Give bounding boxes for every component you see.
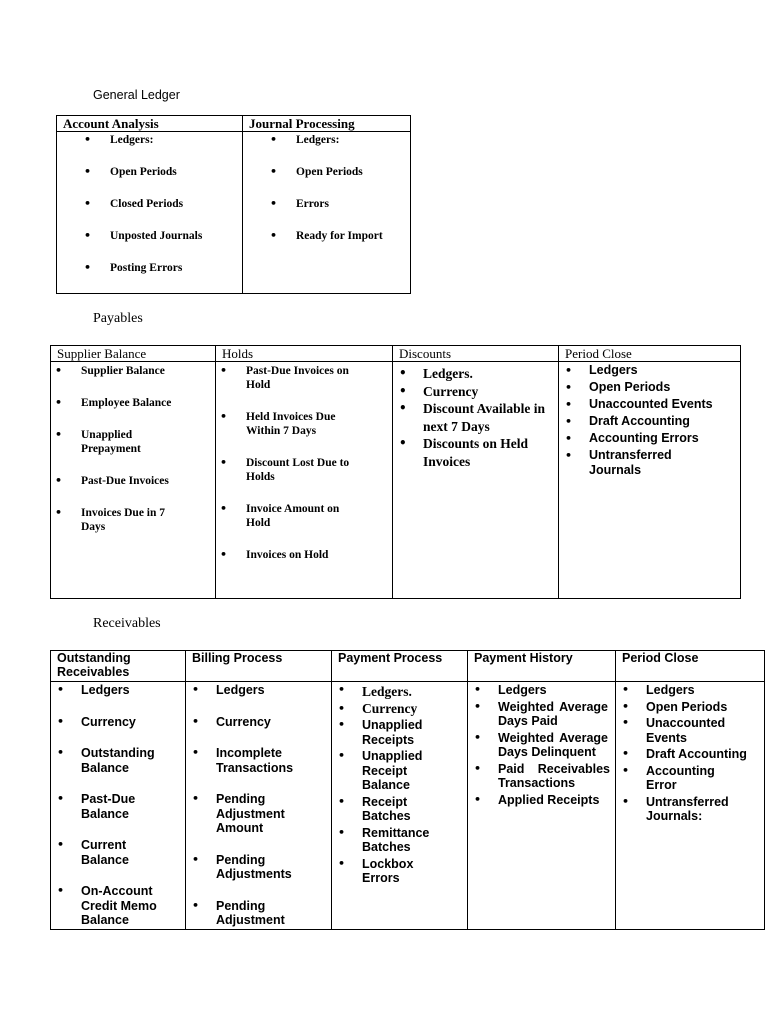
list-item: • Open Periods: [589, 380, 740, 395]
list-item: • Untransferred Journals: [589, 448, 699, 478]
list-item: • Past-Due Balance: [81, 792, 161, 821]
list-item: • Unaccounted Events: [646, 716, 746, 745]
pay-header-holds: Holds: [216, 346, 393, 362]
list-item: • Unapplied Prepayment: [81, 428, 171, 456]
payables-table: [50, 345, 741, 599]
list-item: • Ledgers.: [423, 365, 558, 383]
gl-header-journal-processing: Journal Processing: [243, 116, 411, 132]
list-item: • Pending Adjustment Amount: [216, 792, 306, 836]
list-item: • Held Invoices Due Within 7 Days: [246, 410, 366, 438]
receivables-table: [50, 650, 765, 930]
list-item: • Ledgers: [81, 683, 185, 698]
list-item: • Unposted Journals: [110, 229, 242, 243]
list-item: • Untransferred Journals:: [646, 795, 746, 824]
general-ledger-table: [56, 115, 411, 294]
list-item: • Ledgers: [646, 683, 764, 698]
list-item-text: Ledgers.: [362, 684, 412, 699]
list-item: • Receipt Batches: [362, 795, 442, 824]
pay-header-period-close: Period Close: [559, 346, 741, 362]
list-item: • Invoice Amount on Hold: [246, 502, 366, 530]
payables-title: Payables: [93, 311, 143, 326]
list-item: • Ready for Import: [296, 229, 410, 243]
pay-cell-holds: [216, 362, 393, 599]
pay-header-supplier-balance: Supplier Balance: [51, 346, 216, 362]
list-item: • Open Periods: [646, 700, 764, 715]
list-item: • Currency: [423, 383, 558, 401]
list-item: • Accounting Errors: [589, 431, 740, 446]
list-item: • Accounting Error: [646, 764, 736, 793]
receivables-title: Receivables: [93, 616, 161, 631]
list-item: • Currency: [81, 715, 185, 730]
gl-header-account-analysis: Account Analysis: [57, 116, 243, 132]
gl-cell-account-analysis: [57, 132, 243, 294]
rec-header-billing-process: Billing Process: [186, 651, 332, 682]
list-item: • Ledgers: [589, 363, 740, 378]
list-item: [362, 683, 467, 700]
rec-cell-period-close: [616, 682, 765, 930]
list-item: • Incomplete Transactions: [216, 746, 316, 775]
list-item: • Invoices Due in 7 Days: [81, 506, 191, 534]
rec-header-payment-process: Payment Process: [332, 651, 468, 682]
rec-cell-payment-history: [468, 682, 616, 930]
list-item: • Currency: [216, 715, 331, 730]
list-item: • Ledgers: [498, 683, 615, 698]
list-item: • Past-Due Invoices on Hold: [246, 364, 376, 392]
rec-header-payment-history: Payment History: [468, 651, 616, 682]
list-item: • Remittance Batches: [362, 826, 452, 855]
gl-cell-journal-processing: [243, 132, 411, 294]
list-item: • Pending Adjustments: [216, 853, 311, 882]
general-ledger-title: General Ledger: [93, 88, 180, 102]
list-item: • Unaccounted Events: [589, 397, 740, 412]
list-item: • On-Account Credit Memo Balance: [81, 884, 171, 928]
list-item: • Pending Adjustment: [216, 899, 311, 928]
list-item: • Errors: [296, 197, 410, 211]
list-item: • Employee Balance: [81, 396, 215, 410]
list-item: • Outstanding Balance: [81, 746, 171, 775]
list-item: [362, 702, 467, 717]
list-item: • Supplier Balance: [81, 364, 215, 378]
list-item: • Unapplied Receipt Balance: [362, 749, 442, 793]
list-item: • Current Balance: [81, 838, 161, 867]
list-item: • Posting Errors: [110, 261, 242, 275]
list-item: • Closed Periods: [110, 197, 242, 211]
list-item: • Weighted Average Days Paid: [498, 700, 608, 729]
pay-cell-period-close: [559, 362, 741, 599]
list-item: • Invoices on Hold: [246, 548, 392, 562]
list-item: • Open Periods: [296, 165, 410, 179]
list-item: • Open Periods: [110, 165, 242, 179]
pay-header-discounts: Discounts: [393, 346, 559, 362]
list-item: • Draft Accounting: [646, 747, 764, 762]
rec-cell-payment-process: [332, 682, 468, 930]
list-item: • Draft Accounting: [589, 414, 740, 429]
list-item-text: Currency: [362, 700, 418, 716]
list-item: • Past-Due Invoices: [81, 474, 215, 488]
rec-header-outstanding-receivables: Outstanding Receivables: [51, 651, 186, 682]
list-item: • Discounts on Held Invoices: [423, 435, 553, 470]
pay-cell-discounts: [393, 362, 559, 599]
list-item: • Discount Available in next 7 Days: [423, 400, 553, 435]
list-item: • Ledgers:: [296, 133, 410, 147]
list-item: • Ledgers:: [110, 133, 242, 147]
list-item: • Paid Receivables Transactions: [498, 762, 610, 791]
pay-cell-supplier-balance: [51, 362, 216, 599]
rec-header-period-close: Period Close: [616, 651, 765, 682]
list-item: • Applied Receipts: [498, 793, 615, 808]
rec-cell-outstanding-receivables: [51, 682, 186, 930]
list-item: • Weighted Average Days Delinquent: [498, 731, 608, 760]
rec-cell-billing-process: [186, 682, 332, 930]
list-item: • Ledgers: [216, 683, 331, 698]
list-item: • Lockbox Errors: [362, 857, 442, 886]
list-item: • Discount Lost Due to Holds: [246, 456, 376, 484]
list-item: • Unapplied Receipts: [362, 718, 442, 747]
